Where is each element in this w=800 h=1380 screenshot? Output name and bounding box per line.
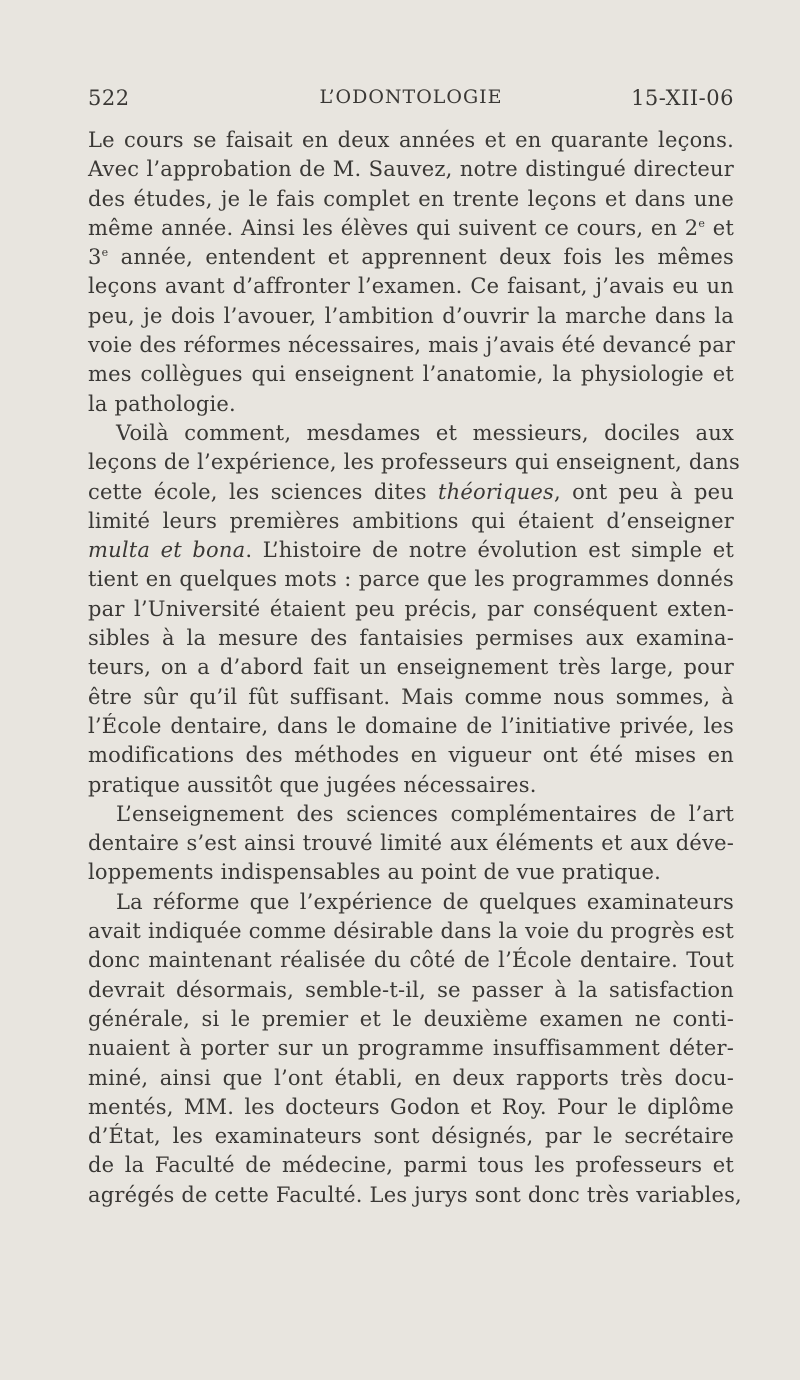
text-line: de la Faculté de médecine, parmi tous les professeurs et	[88, 1153, 734, 1178]
text-fragment: même année. Ainsi les élèves qui suivent ce cours, en 2	[88, 215, 699, 240]
text-line: pratique aussitôt que jugées nécessaires.	[88, 772, 537, 797]
text-line: mentés, MM. les docteurs Godon et Roy. Pour le diplôme	[88, 1094, 734, 1119]
text-line: des études, je le fais complet en trente leçons et dans une	[88, 186, 734, 211]
text-line: sibles à la mesure des fantaisies permises aux examina-	[88, 626, 734, 651]
superscript: e	[101, 246, 109, 260]
text-line: générale, si le premier et le deuxième examen ne conti-	[88, 1006, 734, 1031]
text-fragment: année, entendent et apprennent deux fois les mêmes	[108, 245, 734, 270]
paragraph-first-line: Voilà comment, mesdames et messieurs, dociles aux	[116, 420, 734, 445]
paragraph-first-line: L’enseignement des sciences complémentaires de l’art	[116, 801, 734, 826]
text-line: nuaient à porter sur un programme insuffisamment déter-	[88, 1036, 734, 1061]
text-line: modifications des méthodes en vigueur ont été mises en	[88, 743, 734, 768]
text-line: devrait désormais, semble-t-il, se passer à la satisfaction	[88, 977, 734, 1002]
text-line: donc maintenant réalisée du côté de l’École dentaire. Tout	[88, 948, 734, 973]
text-line: la pathologie.	[88, 391, 236, 416]
body-text	[88, 126, 742, 1210]
text-line: l’École dentaire, dans le domaine de l’initiative privée, les	[88, 713, 734, 738]
text-line	[88, 478, 734, 507]
text-line: tient en quelques mots : parce que les programmes donnés	[88, 567, 734, 592]
text-line: dentaire s’est ainsi trouvé limité aux éléments et aux déve-	[88, 831, 734, 856]
text-line: leçons de l’expérience, les professeurs qui enseignent, dans	[88, 450, 740, 475]
italic-term: théoriques	[438, 479, 554, 504]
text-fragment: cette école, les sciences dites	[88, 479, 438, 504]
text-line: voie des réformes nécessaires, mais j’avais été devancé par	[88, 333, 736, 358]
text-line: avait indiquée comme désirable dans la voie du progrès est	[88, 919, 734, 944]
text-line: miné, ainsi que l’ont établi, en deux rapports très docu-	[88, 1065, 734, 1090]
text-line: peu, je dois l’avouer, l’ambition d’ouvrir la marche dans la	[88, 303, 734, 328]
text-fragment: . L’histoire de notre évolution est simple et	[245, 538, 735, 563]
text-line: teurs, on a d’abord fait un enseignement très large, pour	[88, 655, 734, 680]
text-line: mes collègues qui enseignent l’anatomie, la physiologie et	[88, 362, 734, 387]
text-line: être sûr qu’il fût suffisant. Mais comme nous sommes, à	[88, 684, 734, 709]
text-line: d’État, les examinateurs sont désignés, par le secrétaire	[88, 1124, 734, 1149]
text-fragment: , ont peu à peu	[553, 479, 734, 504]
text-line	[88, 243, 734, 272]
italic-latin-phrase: multa et bona	[88, 538, 246, 563]
text-line: par l’Université étaient peu précis, par conséquent exten-	[88, 596, 734, 621]
text-line	[88, 536, 734, 565]
text-line: Avec l’approbation de M. Sauvez, notre distingué directeur	[88, 157, 734, 182]
journal-title: L’ODONTOLOGIE	[319, 86, 503, 108]
page-number: 522	[88, 86, 130, 110]
text-fragment: 3	[88, 245, 102, 270]
issue-date: 15-XII-06	[631, 86, 734, 110]
text-line: leçons avant d’affronter l’examen. Ce faisant, j’avais eu un	[88, 274, 734, 299]
text-line: Le cours se faisait en deux années et en quarante leçons.	[88, 128, 734, 152]
text-fragment: et	[705, 215, 734, 240]
text-line: loppements indispensables au point de vue pratique.	[88, 860, 661, 885]
text-line: limité leurs premières ambitions qui étaient d’enseigner	[88, 508, 734, 533]
running-header	[88, 86, 734, 116]
text-line: agrégés de cette Faculté. Les jurys sont donc très variables,	[88, 1182, 742, 1207]
superscript: e	[698, 216, 706, 230]
paragraph-first-line: La réforme que l’expérience de quelques examinateurs	[116, 889, 734, 914]
text-line	[88, 214, 734, 243]
